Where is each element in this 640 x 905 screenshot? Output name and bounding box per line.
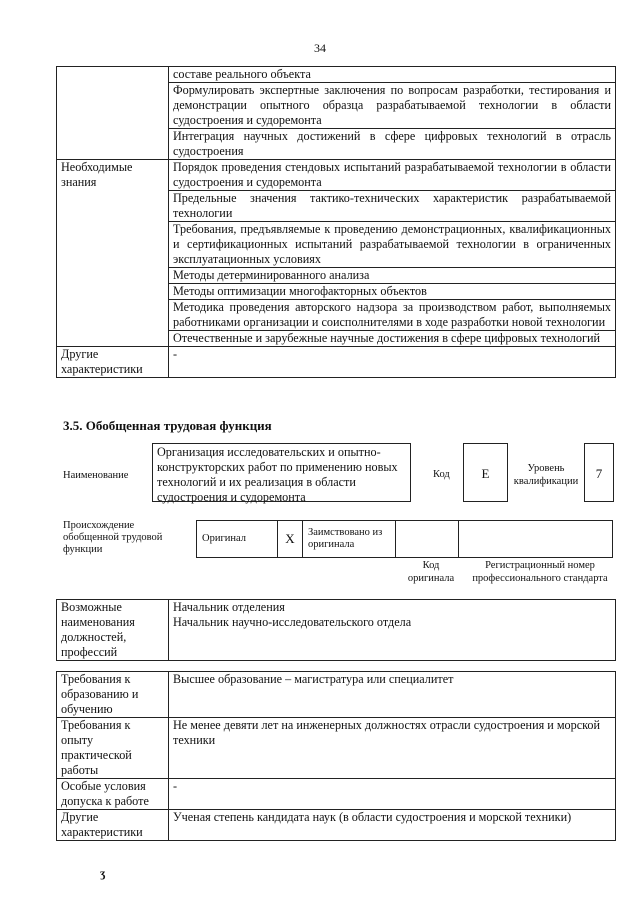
table-label-cell [57, 67, 169, 160]
positions-table [56, 599, 616, 661]
table-cell: Методы детерминированного анализа [169, 268, 616, 284]
table-label-cell: Возможные наименования должностей, профессий [57, 600, 169, 661]
table-label-cell: Другие характеристики [57, 810, 169, 841]
table-cell: - [169, 779, 616, 810]
table-cell: Ученая степень кандидата наук (в области судостроения и морской техники) [169, 810, 616, 841]
position-item: Начальник отделения [173, 600, 285, 614]
table-label-cell: Другие характеристики [57, 347, 169, 378]
section-heading: 3.5. Обобщенная трудовая функция [63, 418, 272, 433]
page-number: 34 [314, 41, 326, 55]
table-cell: Порядок проведения стендовых испытаний разрабатываемой технологии в области судостроения и судоремонта [169, 160, 616, 191]
code-label: Код [433, 469, 450, 480]
table-cell: Не менее девяти лет на инженерных должностях отрасли судостроения и морской техники [169, 718, 616, 779]
table-label-cell: Необходимые знания [57, 160, 169, 347]
table-cell: Интеграция научных достижений в сфере цифровых технологий в отрасль судостроения [169, 129, 616, 160]
requirements-table [56, 671, 616, 841]
code-original-cell [396, 521, 459, 558]
original-label: Оригинал [197, 521, 278, 558]
table-cell: Требования, предъявляемые к проведению демонстрационных, квалификационных и сертификационных испытаний разрабатываемой технологии в ограниченных эксплуатационных условиях [169, 222, 616, 268]
reg-number-caption: Регистрационный номер профессионального стандарта [472, 560, 608, 584]
reg-number-cell [459, 521, 613, 558]
borrowed-label: Заимствовано из оригинала [303, 521, 396, 558]
table-cell: Методы оптимизации многофакторных объектов [169, 284, 616, 300]
table-label-cell: Требования к опыту практической работы [57, 718, 169, 779]
table-label-cell: Особые условия допуска к работе [57, 779, 169, 810]
level-value-box: 7 [584, 443, 614, 502]
level-label: Уровень квалификации [513, 463, 579, 487]
table-cell: - [169, 347, 616, 378]
code-original-caption: Код оригинала [407, 560, 455, 584]
origin-label: Происхождение обобщенной трудовой функции [63, 520, 163, 555]
table-cell: Формулировать экспертные заключения по вопросам разработки, тестирования и демонстрации опытного образца разрабатываемой технологии в области судостроения и судоремонта [169, 83, 616, 129]
table-cell [169, 600, 616, 661]
table-label-cell: Требования к образованию и обучению [57, 672, 169, 718]
position-item: Начальник научно-исследовательского отдела [173, 615, 412, 629]
table-cell: Методика проведения авторского надзора за производством работ, выполняемых работниками организации и соисполнителями в ходе разработки новой технологии [169, 300, 616, 331]
name-label: Наименование [63, 470, 129, 481]
skills-knowledge-table [56, 66, 616, 378]
table-cell: Отечественные и зарубежные научные достижения в сфере цифровых технологий [169, 331, 616, 347]
footer-mark: ʒ [100, 866, 106, 880]
name-value-box: Организация исследовательских и опытно-конструкторских работ по применению новых технологий и их реализация в области судостроения и судоремонта [152, 443, 411, 502]
origin-table [196, 520, 613, 558]
original-mark: X [278, 521, 303, 558]
table-cell: Высшее образование – магистратура или специалитет [169, 672, 616, 718]
table-cell: Предельные значения тактико-технических характеристик разрабатываемой технологии [169, 191, 616, 222]
table-cell: составе реального объекта [169, 67, 616, 83]
code-value-box: E [463, 443, 508, 502]
